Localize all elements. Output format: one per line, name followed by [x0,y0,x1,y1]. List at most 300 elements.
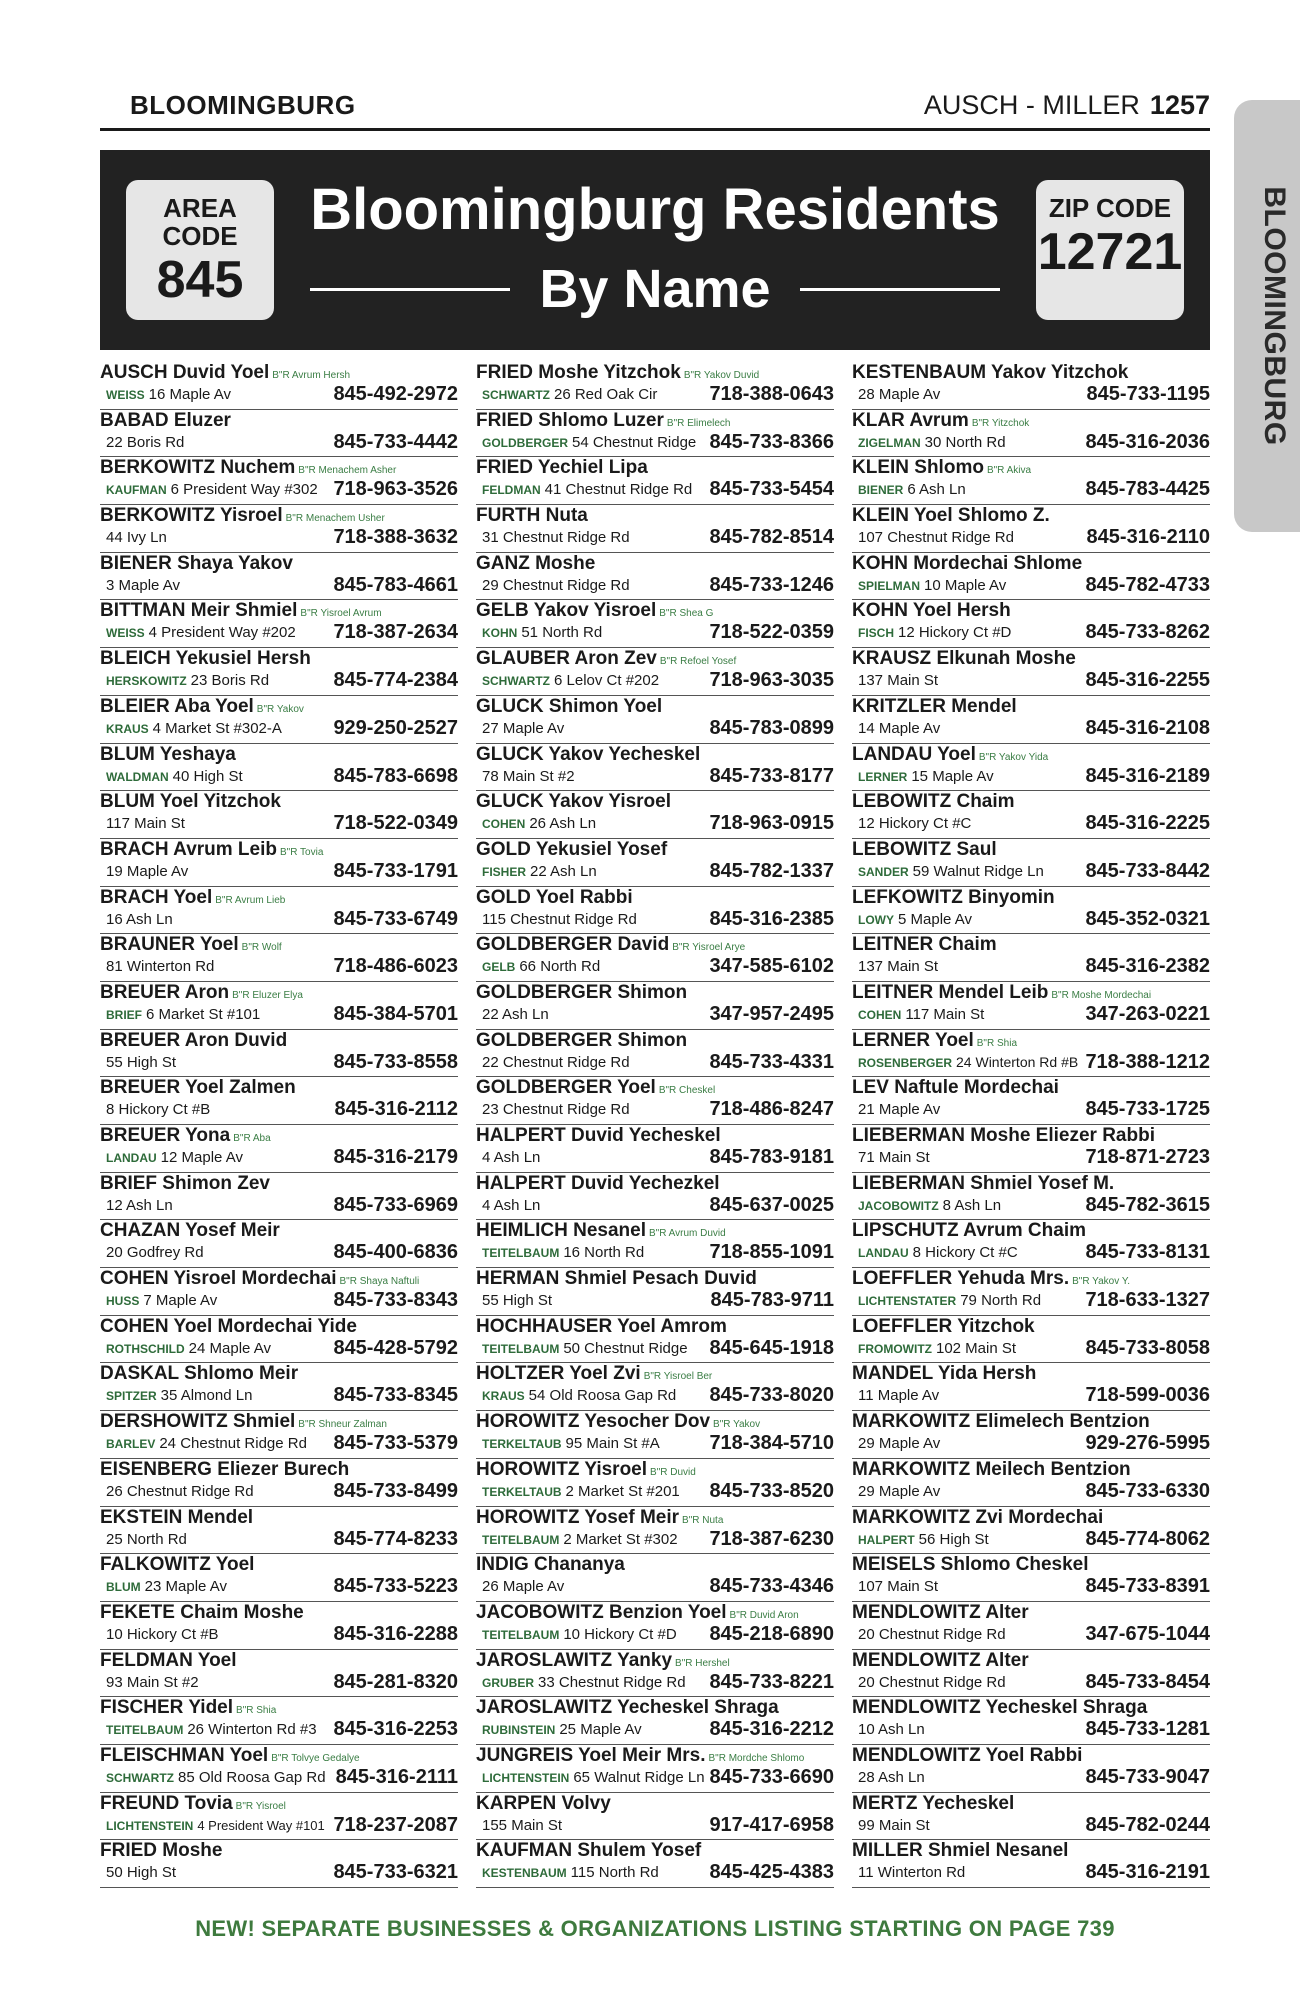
phone-number: 845-316-2179 [333,1146,458,1168]
listing-entry [852,457,1210,505]
phone-number: 845-316-2253 [333,1718,458,1741]
phone-number: 845-733-9047 [1085,1765,1210,1788]
resident-name-line [100,791,281,813]
street-address: 19 Maple Av [106,862,189,880]
resident-name-line [476,600,713,625]
phone-number: 917-417-6958 [709,1813,834,1836]
resident-name: MEISELS Shlomo Cheskel [852,1554,1089,1576]
phone-number: 845-384-5701 [333,1002,458,1025]
street-address: 33 Chestnut Ridge Rd [538,1673,686,1691]
listing-entry [100,648,458,696]
address-line [106,528,167,547]
resident-name-line [476,1220,726,1245]
resident-name: CHAZAN Yosef Meir [100,1220,280,1242]
maiden-name: FISHER [482,864,527,879]
phone-number: 845-316-2191 [1085,1861,1210,1884]
listing-entry [100,1030,458,1078]
listing-entry [476,1268,834,1316]
phone-number: 347-585-6102 [709,955,834,978]
phone-number: 845-782-8514 [709,526,834,549]
address-line [106,1005,260,1025]
address-line [482,1291,552,1310]
phone-number: 845-733-8558 [333,1050,458,1073]
phone-number: 845-782-3615 [1085,1193,1210,1216]
listing-entry [852,1793,1210,1841]
resident-name: MILLER Shmiel Nesanel [852,1840,1069,1862]
street-address: 26 Maple Av [482,1578,565,1596]
resident-name-line [476,1363,712,1388]
address-line [106,1148,243,1168]
resident-name: HERMAN Shmiel Pesach Duvid [476,1268,757,1290]
resident-name-line [852,457,1031,482]
street-address: 16 Ash Ln [106,910,173,928]
address-line [858,1196,1001,1216]
resident-name: COHEN Yisroel Mordechai [100,1268,337,1290]
phone-number: 845-733-4442 [333,430,458,453]
phone-number: 845-316-2385 [709,907,834,930]
subtitle-rule-right [800,288,1000,291]
street-address: 27 Maple Av [482,719,565,737]
street-address: 29 Maple Av [858,1435,941,1453]
phone-number: 845-783-9181 [709,1146,834,1168]
phone-number: 845-783-0899 [709,716,834,739]
resident-name: MARKOWITZ Elimelech Bentzion [852,1411,1150,1433]
phone-number: 718-387-2634 [333,621,458,644]
street-address: 117 Main St [106,815,185,833]
resident-name: BREUER Aron Duvid [100,1029,288,1051]
resident-name-line [476,1697,779,1719]
maiden-name: GOLDBERGER [482,435,569,450]
phone-number: 347-957-2495 [709,1002,834,1025]
phone-number: 718-522-0349 [333,812,458,835]
phone-number: 845-733-6330 [1085,1479,1210,1502]
phone-number: 845-281-8320 [333,1670,458,1693]
phone-number: 845-733-1791 [333,859,458,882]
phone-number: 845-316-2036 [1085,430,1210,453]
phone-number: 845-733-5223 [333,1575,458,1598]
listing-entry [476,1650,834,1698]
phone-number: 845-316-2108 [1085,716,1210,739]
listing-entry [476,1554,834,1602]
address-line [106,1053,176,1072]
maiden-name: WEISS [106,626,145,641]
father-name: B"R Yisroel Arye [672,942,746,954]
listing-column-2 [476,362,834,1888]
father-name: B"R Yakov Yida [978,751,1049,763]
resident-name-line [100,1840,222,1862]
address-line [106,1863,176,1882]
phone-number: 845-733-8020 [709,1384,834,1407]
zip-code: 12721 [1037,223,1183,281]
father-name: B"R Refoel Yosef [659,656,737,668]
phone-number: 845-733-8343 [333,1289,458,1312]
street-address: 2 Market St #201 [565,1482,680,1500]
resident-name: LOEFFLER Yitzchok [852,1315,1035,1337]
address-line [482,1720,642,1740]
address-line [858,480,966,500]
resident-name-line [852,1030,1017,1055]
street-address: 6 President Way #302 [170,481,318,499]
street-address: 26 Ash Ln [529,815,597,833]
phone-number: 718-388-1212 [1085,1050,1210,1073]
listing-entry [100,982,458,1030]
address-line [106,910,173,929]
resident-name: INDIG Chananya [476,1554,625,1576]
resident-name: EISENBERG Eliezer Burech [100,1458,350,1480]
maiden-name: LICHTENSTATER [858,1294,957,1309]
phone-number: 845-774-8062 [1085,1527,1210,1550]
resident-name: KOHN Yoel Hersh [852,600,1011,622]
maiden-name: LICHTENSTEIN [106,1818,194,1833]
address-line [482,1530,678,1550]
phone-number: 845-733-8058 [1085,1336,1210,1359]
phone-number: 845-733-8454 [1085,1670,1210,1693]
address-line [482,1100,630,1119]
phone-number: 845-733-6749 [333,907,458,930]
address-line [858,1434,940,1453]
father-name: B"R Shneur Zalman [298,1419,387,1431]
street-address: 40 High St [172,767,243,785]
resident-name-line [100,1650,237,1672]
resident-name: JAROSLAWITZ Yanky [476,1649,673,1671]
listing-entry [476,505,834,553]
father-name: B"R Yisroel Avrum [300,608,382,620]
street-address: 4 President Way #101 [197,1817,325,1833]
resident-name: LEFKOWITZ Binyomin [852,886,1055,908]
resident-name-line [476,1268,757,1290]
resident-name-line [852,744,1048,769]
listing-entry [852,1363,1210,1411]
listing-entry [476,1363,834,1411]
resident-name: GLUCK Yakov Yisroel [476,791,672,813]
resident-name-line [852,505,1050,527]
address-line [106,623,296,643]
resident-name: FREUND Tovia [100,1792,233,1814]
phone-number: 845-316-2225 [1085,812,1210,835]
resident-name: GOLDBERGER David [476,934,670,956]
phone-number: 845-733-8391 [1085,1575,1210,1598]
resident-name: HOROWITZ Yosef Meir [476,1506,680,1528]
phone-number: 718-633-1327 [1085,1289,1210,1312]
resident-name: BLUM Yoel Yitzchok [100,791,281,813]
father-name: B"R Cheskel [658,1085,716,1097]
resident-name: BIENER Shaya Yakov [100,552,293,574]
address-line [858,1291,1041,1311]
listing-entry [476,1030,834,1078]
resident-name-line [476,1077,715,1102]
address-line [106,814,185,833]
street-address: 12 Hickory Ct #D [898,624,1012,642]
listing-entry [476,553,834,601]
phone-number: 845-774-2384 [333,669,458,692]
listing-entry [100,1745,458,1793]
father-name: B"R Yakov Y. [1072,1276,1130,1288]
address-line [858,1625,1006,1644]
listing-entry [100,1077,458,1125]
resident-name-line [852,1793,1014,1815]
street-address: 66 North Rd [519,958,601,976]
phone-number: 845-316-2255 [1085,669,1210,692]
resident-name: KOHN Mordechai Shlome [852,552,1083,574]
resident-name: BREUER Yoel Zalmen [100,1077,296,1099]
resident-name-line [100,1459,349,1481]
phone-number: 845-316-2288 [333,1622,458,1645]
maiden-name: TEITELBAUM [482,1532,560,1547]
resident-name: BREUER Yona [100,1125,231,1146]
street-address: 137 Main St [858,672,939,690]
address-line [482,576,630,595]
resident-name-line [852,1507,1103,1529]
resident-name-line [100,1173,270,1195]
resident-name: LERNER Yoel [852,1029,974,1051]
father-name: B"R Duvid [650,1466,696,1478]
street-address: 7 Maple Av [143,1292,218,1310]
resident-name: GLUCK Shimon Yoel [476,695,663,717]
street-address: 6 Market St #101 [146,1005,261,1023]
father-name: B"R Nuta [682,1514,724,1526]
resident-name-line [100,744,236,766]
resident-name: GOLDBERGER Shimon [476,1029,688,1051]
listing-column-3 [852,362,1210,1888]
resident-name: MERTZ Yecheskel [852,1792,1015,1814]
phone-number: 845-733-4331 [709,1050,834,1073]
resident-name: MENDLOWITZ Yecheskel Shraga [852,1697,1148,1719]
address-line [482,671,659,691]
resident-name-line [852,648,1076,670]
address-line [482,1148,540,1167]
maiden-name: KRAUS [106,721,149,736]
listing-entry [852,696,1210,744]
resident-name: COHEN Yoel Mordechai Yide [100,1315,357,1337]
street-address: 85 Old Roosa Gap Rd [178,1768,326,1786]
street-address: 56 High St [918,1530,989,1548]
phone-number: 718-855-1091 [709,1241,834,1264]
resident-name-line [476,696,662,718]
resident-name-line [852,1459,1131,1481]
listing-entry [476,1125,834,1173]
resident-name-line [476,839,667,861]
resident-name-line [852,839,997,861]
listing-entry [476,839,834,887]
resident-name: BERKOWITZ Nuchem [100,457,296,479]
phone-number: 347-675-1044 [1085,1622,1210,1645]
address-line [482,1386,676,1406]
resident-name: BRIEF Shimon Zev [100,1172,270,1194]
resident-name-line [852,887,1055,909]
phone-number: 845-492-2972 [333,383,458,405]
phone-number: 845-733-6969 [333,1193,458,1216]
area-code-label: AREA CODE [162,193,238,251]
listing-entry [852,1316,1210,1364]
address-line [106,1625,219,1644]
address-line [482,623,602,643]
listing-entry [852,1697,1210,1745]
phone-number: 718-387-6230 [709,1527,834,1550]
address-line [106,671,269,691]
street-address: 30 North Rd [924,433,1006,451]
listing-column-1 [100,362,458,1888]
resident-name-line [100,887,285,912]
address-line [106,1100,210,1119]
address-line [106,767,243,787]
father-name: B"R Shia [976,1037,1017,1049]
resident-name-line [476,1840,701,1862]
address-line [858,576,1006,596]
phone-number: 718-963-3526 [333,478,458,501]
maiden-name: BLUM [106,1580,141,1595]
listing-entry [476,696,834,744]
address-line [106,1720,317,1740]
resident-name-line [100,982,303,1007]
listing-entry [100,887,458,935]
resident-name-line [476,1507,723,1532]
listing-entry [476,1507,834,1555]
address-line [858,1577,938,1596]
street-address: 115 North Rd [570,1864,659,1882]
street-address: 8 Hickory Ct #C [912,1244,1018,1262]
phone-number: 845-733-8499 [333,1479,458,1502]
maiden-name: HALPERT [858,1532,915,1547]
maiden-name: LANDAU [106,1151,157,1165]
resident-name: KLAR Avrum [852,409,969,431]
street-address: 23 Boris Rd [190,672,270,690]
header-rule [100,128,1210,131]
maiden-name: WALDMAN [106,769,169,784]
father-name: B"R Yakov Duvid [683,370,760,381]
father-name: B"R Akiva [986,465,1032,477]
resident-name: BLUM Yeshaya [100,743,236,765]
father-name: B"R Yakov [256,703,304,715]
street-address: 54 Chestnut Ridge [572,433,697,451]
listing-entry [852,1030,1210,1078]
listing-entry [852,934,1210,982]
phone-number: 845-733-4346 [709,1575,834,1598]
maiden-name: COHEN [858,1007,902,1022]
maiden-name: TERKELTAUB [482,1484,562,1499]
father-name: B"R Shea G [659,608,714,620]
resident-name: DERSHOWITZ Shmiel [100,1411,296,1433]
father-name: B"R Shaya Naftuli [339,1276,420,1288]
listing-entry [852,648,1210,696]
resident-name-line [100,1793,286,1818]
maiden-name: COHEN [482,817,526,832]
listing-entry [852,887,1210,935]
address-line [858,1100,940,1119]
resident-name-line [476,1793,611,1815]
address-line [858,1768,925,1787]
listing-entry [100,600,458,648]
resident-name-line [100,1125,271,1150]
street-address: 22 Chestnut Ridge Rd [482,1053,630,1071]
street-address: 20 Chestnut Ridge Rd [858,1625,1006,1643]
maiden-name: HERSKOWITZ [106,674,187,689]
resident-name: FEKETE Chaim Moshe [100,1601,304,1623]
resident-name: FRIED Moshe [100,1840,223,1862]
resident-name: GOLDBERGER Yoel [476,1077,656,1099]
phone-number: 845-782-1337 [709,859,834,882]
street-address: 35 Almond Ln [160,1387,253,1405]
phone-number: 718-237-2087 [333,1813,458,1836]
street-address: 16 Maple Av [148,386,231,403]
street-address: 23 Maple Av [144,1578,227,1596]
resident-name: GLAUBER Aron Zev [476,648,657,670]
address-line [858,910,972,930]
section-name: BLOOMINGBURG [130,90,356,120]
resident-name: KLEIN Shlomo [852,457,984,479]
listing-entry [100,1697,458,1745]
father-name: B"R Avrum Hersh [272,370,351,381]
street-address: 22 Ash Ln [482,1005,549,1023]
address-line [106,1291,217,1311]
address-line [106,576,180,595]
resident-name-line [100,1697,276,1722]
street-address: 26 Chestnut Ridge Rd [106,1482,254,1500]
maiden-name: SCHWARTZ [106,1770,174,1785]
maiden-name: SANDER [858,864,909,879]
address-line [106,433,184,452]
street-address: 25 Maple Av [559,1721,642,1739]
phone-number: 845-733-1195 [1086,383,1210,405]
resident-name: LEBOWITZ Chaim [852,791,1015,813]
address-line [482,433,696,453]
phone-number: 718-388-0643 [709,383,834,405]
resident-name-line [476,1316,727,1338]
resident-name: BRAUNER Yoel [100,934,239,956]
maiden-name: TEITELBAUM [106,1723,184,1738]
area-code: 845 [156,251,244,309]
listing-entry [852,1459,1210,1507]
listing-entry [100,744,458,792]
listing-entry [852,1077,1210,1125]
name-range: AUSCH - MILLER [923,90,1140,120]
resident-name-line [852,1125,1155,1147]
street-address: 31 Chestnut Ridge Rd [482,529,630,547]
resident-name-line [476,744,700,766]
listing-entry [100,505,458,553]
zip-code-box [1036,180,1184,320]
listing-entry [476,648,834,696]
address-line [858,623,1011,643]
street-address: 20 Godfrey Rd [106,1244,204,1262]
phone-number: 845-218-6890 [709,1622,834,1645]
resident-name-line [476,1030,687,1052]
resident-name: BREUER Aron [100,981,230,1003]
resident-name-line [476,505,588,527]
resident-name: LOEFFLER Yehuda Mrs. [852,1268,1070,1290]
phone-number: 845-733-5379 [333,1432,458,1455]
resident-name-line [852,553,1082,575]
street-address: 14 Maple Av [858,719,941,737]
address-line [106,1768,326,1788]
street-address: 24 Winterton Rd #B [956,1053,1079,1070]
address-line [106,1243,204,1262]
maiden-name: FROMOWITZ [858,1341,932,1356]
listing-entry [476,1077,834,1125]
street-address: 117 Main St [905,1005,985,1023]
resident-name: LANDAU Yoel [852,743,976,765]
maiden-name: LANDAU [858,1246,909,1261]
father-name: B"R Yakov [713,1419,761,1431]
street-address: 95 Main St #A [565,1435,660,1453]
resident-name: KRITZLER Mendel [852,695,1017,717]
phone-number: 845-783-9711 [710,1289,834,1312]
resident-name: AUSCH Duvid Yoel [100,362,270,383]
address-line [858,1339,1016,1359]
street-address: 10 Hickory Ct #D [563,1625,677,1643]
resident-name: BRACH Avrum Leib [100,838,277,860]
street-address: 24 Maple Av [188,1339,271,1357]
address-line [106,385,231,405]
